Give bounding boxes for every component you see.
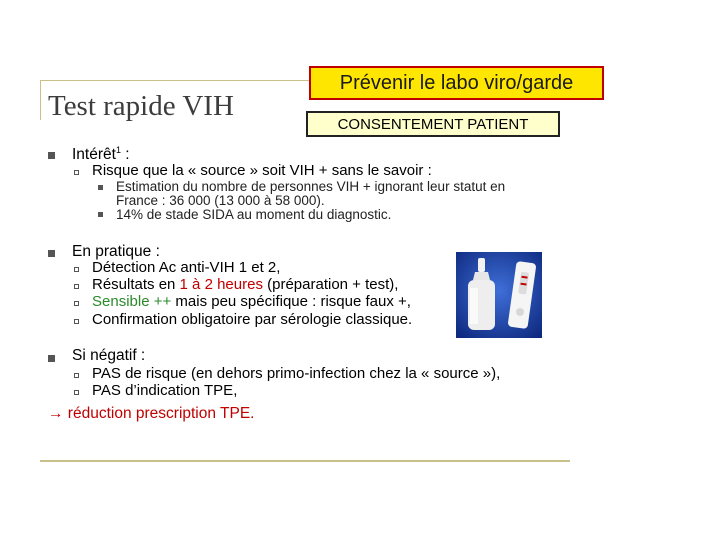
no-risk-line: PAS de risque (en dehors primo-infection chez la « source »), (92, 365, 501, 382)
bullet-hollow-icon (74, 373, 79, 378)
estimation-line-1: Estimation du nombre de personnes VIH + ignorant leur statut en (116, 179, 506, 194)
results-line: Résultats en 1 à 2 heures (préparation + test), (92, 276, 399, 293)
sida-line: 14% de stade SIDA au moment du diagnostic. (116, 207, 392, 222)
bullet-hollow-icon (74, 267, 79, 272)
test-kit-image (456, 252, 542, 338)
bullet-hollow-icon (74, 301, 79, 306)
frame-line-top (40, 80, 310, 81)
sensitivity-line: Sensible ++ mais peu spécifique : risque faux +, (92, 293, 411, 310)
confirmation-line: Confirmation obligatoire par sérologie classique. (92, 311, 413, 328)
bullet-hollow-icon (74, 170, 79, 175)
bullet-small-icon (98, 185, 103, 190)
bullet-hollow-icon (74, 284, 79, 289)
bullet-square-icon (48, 355, 55, 362)
conclusion-line: → réduction prescription TPE. (48, 405, 255, 422)
slide-title: Test rapide VIH (48, 90, 234, 122)
bullet-small-icon (98, 212, 103, 217)
detection-line: Détection Ac anti-VIH 1 et 2, (92, 259, 281, 276)
section-negatif-heading: Si négatif : (72, 347, 146, 364)
test-kit-illustration (456, 252, 542, 338)
no-tpe-line: PAS d’indication TPE, (92, 382, 238, 399)
frame-line-left (40, 80, 41, 120)
frame-line-bottom (40, 460, 570, 462)
lab-callout-box (309, 66, 604, 100)
section-pratique-heading: En pratique : (72, 243, 160, 260)
bullet-square-icon (48, 152, 55, 159)
section-interet-heading: Intérêt$^1$ : (72, 145, 130, 164)
bullet-square-icon (48, 250, 55, 257)
bullet-hollow-icon (74, 319, 79, 324)
lab-callout-text: Prévenir le labo viro/garde (339, 71, 574, 94)
consent-box (306, 111, 560, 137)
consent-text: CONSENTEMENT PATIENT (337, 115, 529, 133)
interet-risk-line: Risque que la « source » soit VIH + sans le savoir : (92, 162, 432, 179)
bullet-hollow-icon (74, 390, 79, 395)
estimation-line-2: France : 36 000 (13 000 à 58 000). (116, 193, 325, 208)
